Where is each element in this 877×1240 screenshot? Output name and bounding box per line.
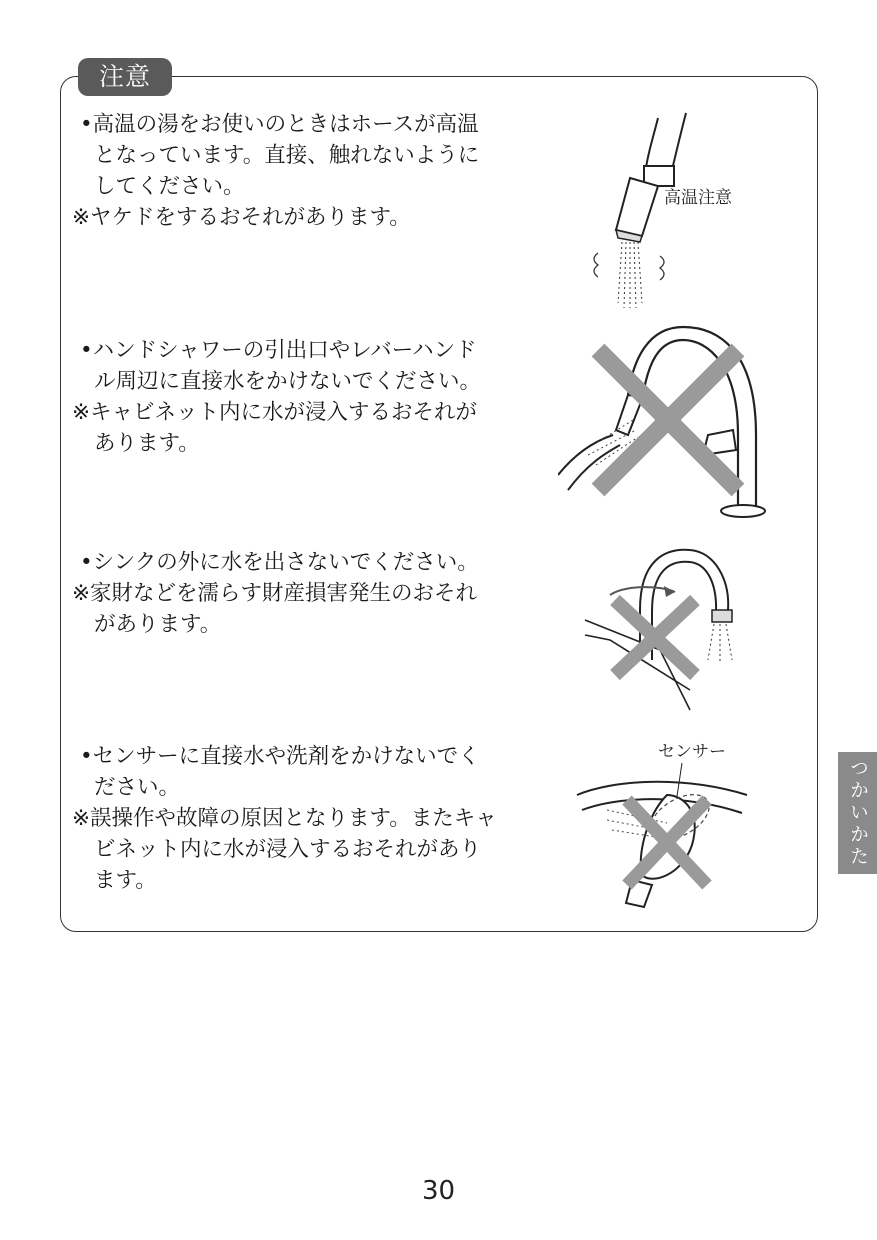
bullet-line: •シンクの外に水を出さないでください。	[80, 550, 479, 575]
bullet-line: •センサーに直接水や洗剤をかけないでく	[80, 744, 480, 769]
page-number: 30	[421, 1176, 456, 1206]
lever-spray-illustration	[558, 325, 778, 525]
note-line: ※キャビネット内に水が浸入するおそれが	[72, 400, 478, 425]
note-line: ※誤操作や故障の原因となります。またキャ	[72, 806, 497, 831]
caution-item-hot-hose	[72, 109, 532, 233]
caution-label: 注意	[78, 58, 172, 96]
note-line: ※ヤケドをするおそれがあります。	[72, 205, 411, 230]
caution-item-lever-area	[72, 335, 532, 459]
bullet-line: ださい。	[94, 775, 181, 800]
caution-item-sensor	[72, 741, 532, 896]
outside-sink-illustration	[580, 540, 760, 720]
sensor-label: センサー	[658, 742, 726, 762]
note-line: ※家財などを濡らす財産損害発生のおそれ	[72, 581, 478, 606]
note-line: あります。	[94, 431, 200, 456]
note-line: があります。	[94, 612, 222, 637]
bullet-line: •高温の湯をお使いのときはホースが高温	[80, 112, 479, 137]
hot-hose-illustration	[568, 108, 788, 318]
hot-warning-label: 高温注意	[664, 188, 732, 208]
sensor-spray-illustration	[572, 735, 762, 910]
bullet-line: してください。	[94, 174, 245, 199]
section-tab-usage: つかいかた	[838, 752, 877, 874]
bullet-line: ル周辺に直接水をかけないでください。	[94, 369, 482, 394]
note-line: ビネット内に水が浸入するおそれがあり	[94, 837, 482, 862]
note-line: ます。	[94, 868, 157, 893]
caution-item-outside-sink	[72, 547, 532, 640]
bullet-line: となっています。直接、触れないように	[94, 143, 480, 168]
bullet-line: •ハンドシャワーの引出口やレバーハンド	[80, 338, 477, 363]
